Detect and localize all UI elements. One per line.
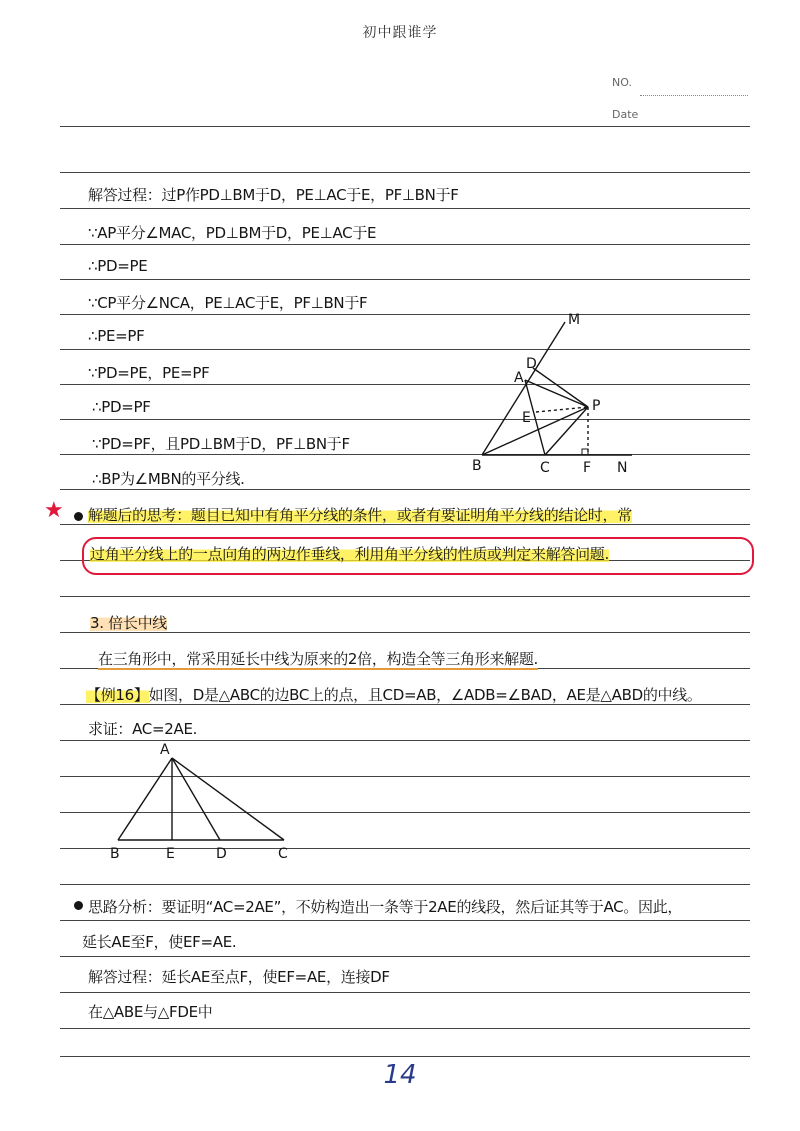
section3-intro: 在三角形中，常采用延长中线为原来的2倍，构造全等三角形来解题. <box>98 650 539 668</box>
example16-statement: 如图，D是△ABC的边BC上的点，且CD=AB，∠ADB=∠BAD，AE是△ABD的中线。 <box>148 686 702 704</box>
label-b: B <box>110 846 120 862</box>
segment-ad <box>172 758 220 840</box>
label-c: C <box>540 460 550 476</box>
angle-bisector-figure <box>470 310 650 480</box>
analysis-line-2: 延长AE至F，使EF=AE. <box>82 933 237 951</box>
label-a: A <box>160 742 170 758</box>
example16-statement-line <box>86 684 702 705</box>
page-number: 14 <box>383 1060 417 1090</box>
label-e: E <box>522 410 531 426</box>
median-triangle-figure <box>100 738 300 863</box>
solution2-line-2: 在△ABE与△FDE中 <box>88 1003 213 1021</box>
segment-bp <box>482 407 588 455</box>
line-bm <box>482 322 565 455</box>
no-dotted-line <box>640 95 748 96</box>
star-icon: ★ <box>44 498 64 523</box>
label-d: D <box>216 846 227 862</box>
solution1-line-4: ∵CP平分∠NCA，PE⊥AC于E，PF⊥BN于F <box>88 294 368 312</box>
example16-tag: 【例16】 <box>86 686 149 704</box>
solution1-line-7: ∴PD=PF <box>92 398 151 416</box>
label-p: P <box>592 398 601 414</box>
analysis-line-1: 思路分析：要证明“AC=2AE”，不妨构造出一条等于2AE的线段，然后证其等于AC。因此， <box>88 898 683 916</box>
segment-cp <box>545 407 588 455</box>
reflection-line-1 <box>88 504 632 525</box>
solution1-line-2: ∵AP平分∠MAC，PD⊥BM于D，PE⊥AC于E <box>88 224 377 242</box>
section3-heading: 3. 倍长中线 <box>90 614 167 632</box>
solution1-line-5: ∴PE=PF <box>88 327 145 345</box>
label-c: C <box>278 846 288 862</box>
label-n: N <box>617 460 628 476</box>
label-b: B <box>472 458 482 474</box>
label-a: A <box>514 370 524 386</box>
bullet-icon <box>74 512 83 521</box>
reflection-title: 解题后的思考： <box>88 506 191 524</box>
label-d: D <box>526 356 537 372</box>
solution1-line-3: ∴PD=PE <box>88 257 148 275</box>
solution1-line-1: 解答过程：过P作PD⊥BM于D，PE⊥AC于E，PF⊥BN于F <box>88 186 459 204</box>
segment-ac <box>172 758 284 840</box>
no-label: NO. <box>612 76 632 89</box>
bullet-icon <box>74 901 83 910</box>
label-e: E <box>166 846 175 862</box>
solution2-line-1: 解答过程：延长AE至点F，使EF=AE，连接DF <box>88 968 390 986</box>
reflection-text-2: 过角平分线上的一点向角的两边作垂线，利用角平分线的性质或判定来解答问题. <box>90 545 609 563</box>
page-header-title: 初中跟谁学 <box>362 25 438 41</box>
label-m: M <box>568 312 581 328</box>
reflection-line-2 <box>90 543 609 564</box>
label-f: F <box>583 460 592 476</box>
example16-prove: 求证：AC=2AE. <box>88 720 198 738</box>
solution1-line-6: ∵PD=PE，PE=PF <box>88 364 210 382</box>
solution1-line-9: ∴BP为∠MBN的平分线. <box>92 470 245 488</box>
date-label: Date <box>612 108 639 121</box>
segment-ab <box>118 758 172 840</box>
solution1-line-8: ∵PD=PF，且PD⊥BM于D，PF⊥BN于F <box>92 435 350 453</box>
reflection-text-1: 题目已知中有角平分线的条件，或者有要证明角平分线的结论时，常 <box>190 506 632 524</box>
